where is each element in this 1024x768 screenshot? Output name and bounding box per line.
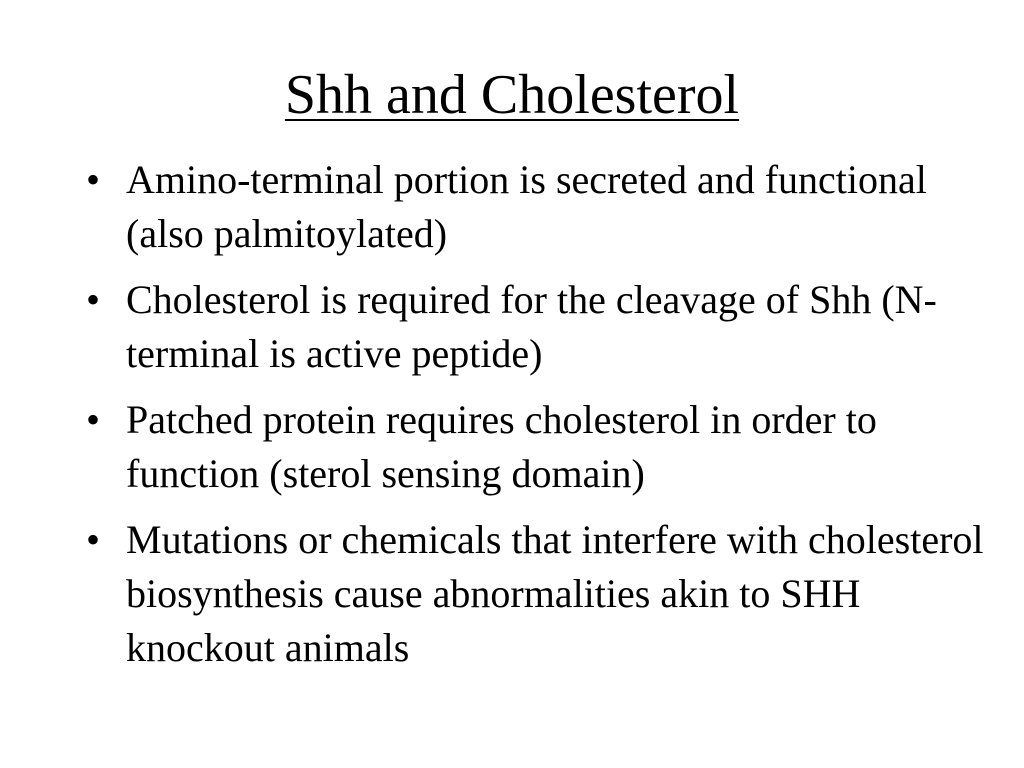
bullet-list [86,153,986,687]
bullet-text: Patched protein requires cholesterol in order to function (sterol sensing domain) [126,397,877,496]
bullet-text: Cholesterol is required for the cleavage of Shh (N-terminal is active peptide) [126,277,937,376]
bullet-icon: • [86,157,101,202]
bullet-item [86,513,986,675]
bullet-icon: • [86,517,101,562]
bullet-text: Mutations or chemicals that interfere with cholesterol biosynthesis cause abnormalities akin to SHH knockout animals [126,517,984,670]
bullet-icon: • [86,277,101,322]
slide-title-text: Shh and Cholesterol [284,64,740,126]
slide-title [0,62,1024,129]
bullet-text: Amino-terminal portion is secreted and functional (also palmitoylated) [126,157,927,256]
bullet-item [86,153,986,261]
bullet-item [86,393,986,501]
bullet-icon: • [86,397,101,442]
bullet-item [86,273,986,381]
